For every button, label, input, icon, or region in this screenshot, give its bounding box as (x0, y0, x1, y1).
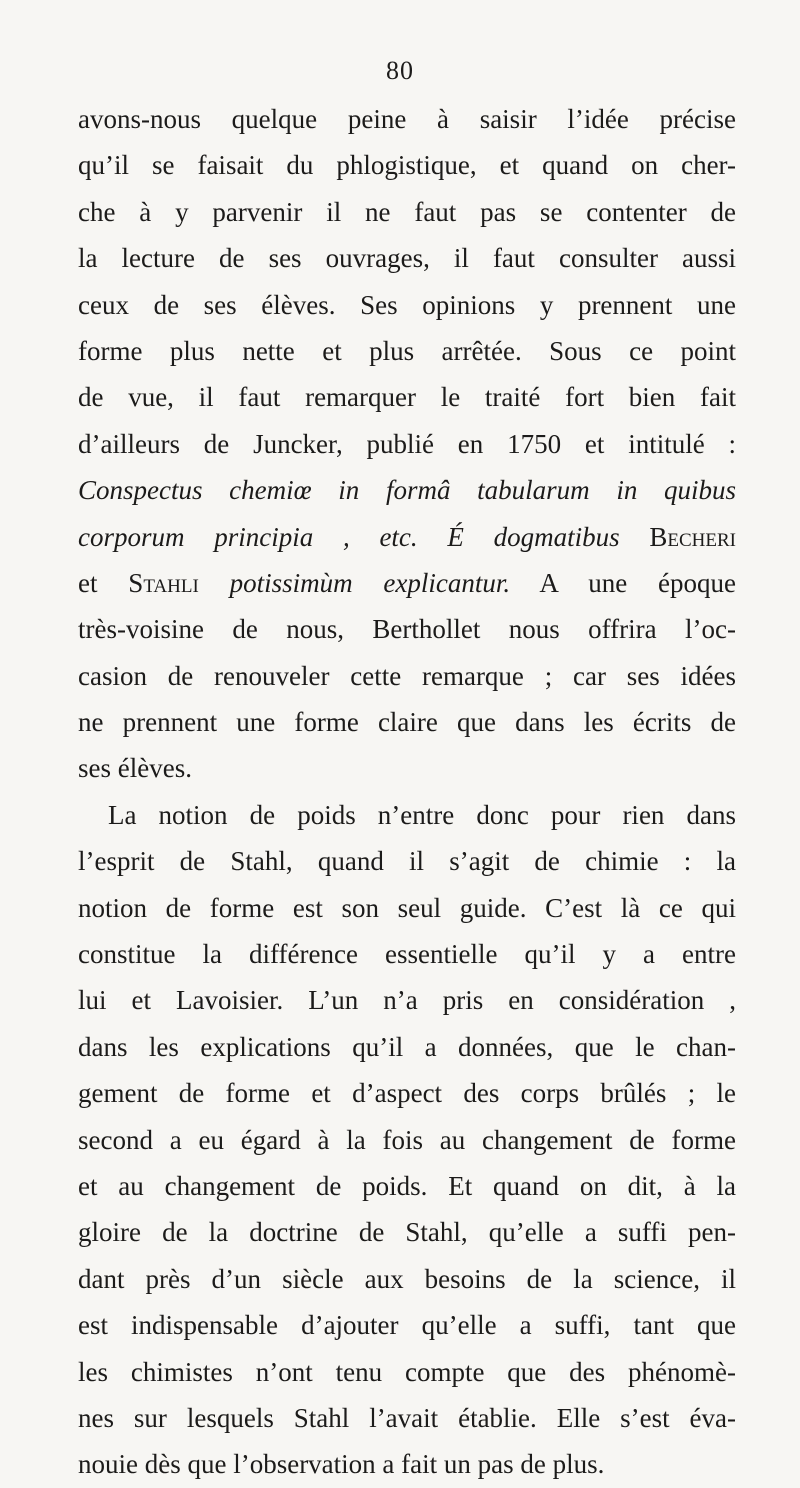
text-line: de vue, il faut remarquer le traité fort bien fait (78, 382, 736, 413)
text-line: La notion de poids n’entre donc pour rien dans (108, 799, 736, 830)
text-line (78, 514, 736, 560)
author-name-becheri: Becheri (619, 521, 736, 552)
text-line: ses élèves. (78, 753, 192, 784)
text-fragment: A une époque (510, 567, 736, 598)
text-line: qu’il se faisait du phlogistique, et quand on cher- (78, 150, 736, 181)
text-line: les chimistes n’ont tenu compte que des phénomè- (78, 1356, 736, 1387)
latin-title-fragment: corporum principia , etc. É dogmatibus (78, 521, 620, 552)
text-line: second a eu égard à la fois au changement de forme (78, 1124, 736, 1155)
author-name-stahli: Stahli (128, 567, 199, 598)
latin-title-line: Conspectus chemiœ in formâ tabularum in quibus (78, 475, 736, 506)
text-line: gement de forme et d’aspect des corps brûlés ; le (78, 1078, 736, 1109)
text-line: gloire de la doctrine de Stahl, qu’elle a suffi pen- (78, 1217, 736, 1248)
text-fragment: et (78, 567, 129, 598)
text-line: est indispensable d’ajouter qu’elle a suffi, tant que (78, 1310, 736, 1341)
text-line: forme plus nette et plus arrêtée. Sous ce point (78, 335, 736, 366)
text-line: avons-nous quelque peine à saisir l’idée précise (78, 104, 736, 134)
text-line: casion de renouveler cette remarque ; car ses idées (78, 660, 736, 691)
text-line: ceux de ses élèves. Ses opinions y prennent une (78, 289, 736, 320)
text-line: dans les explications qu’il a données, que le chan- (78, 1031, 736, 1062)
text-line: la lecture de ses ouvrages, il faut consulter aussi (78, 243, 736, 274)
text-line: nouie dès que l’observation a fait un pas de plus. (78, 1449, 605, 1480)
text-line: nes sur lesquels Stahl l’avait établie. Elle s’est éva- (78, 1402, 736, 1433)
body-text (78, 96, 736, 1488)
page-number: 80 (386, 56, 414, 85)
text-line: très-voisine de nous, Berthollet nous offrira l’oc- (78, 614, 736, 645)
latin-title-fragment: potissimùm explicantur. (198, 567, 511, 598)
text-line: ne prennent une forme claire que dans les écrits de (78, 707, 736, 738)
text-line: che à y parvenir il ne faut pas se contenter de (78, 196, 736, 227)
text-line: constitue la différence essentielle qu’il y a entre (78, 939, 736, 970)
text-line: dant près d’un siècle aux besoins de la science, il (78, 1263, 736, 1294)
text-line: lui et Lavoisier. L’un n’a pris en considération , (78, 985, 736, 1016)
text-line: l’esprit de Stahl, quand il s’agit de chimie : la (78, 846, 736, 877)
paragraph-2 (78, 792, 736, 1488)
text-line: notion de forme est son seul guide. C’est là ce qui (78, 892, 736, 923)
paragraph-1 (78, 96, 736, 792)
text-line: et au changement de poids. Et quand on dit, à la (78, 1170, 736, 1201)
text-line: d’ailleurs de Juncker, publié en 1750 et intitulé : (78, 428, 736, 459)
text-line (78, 560, 736, 606)
